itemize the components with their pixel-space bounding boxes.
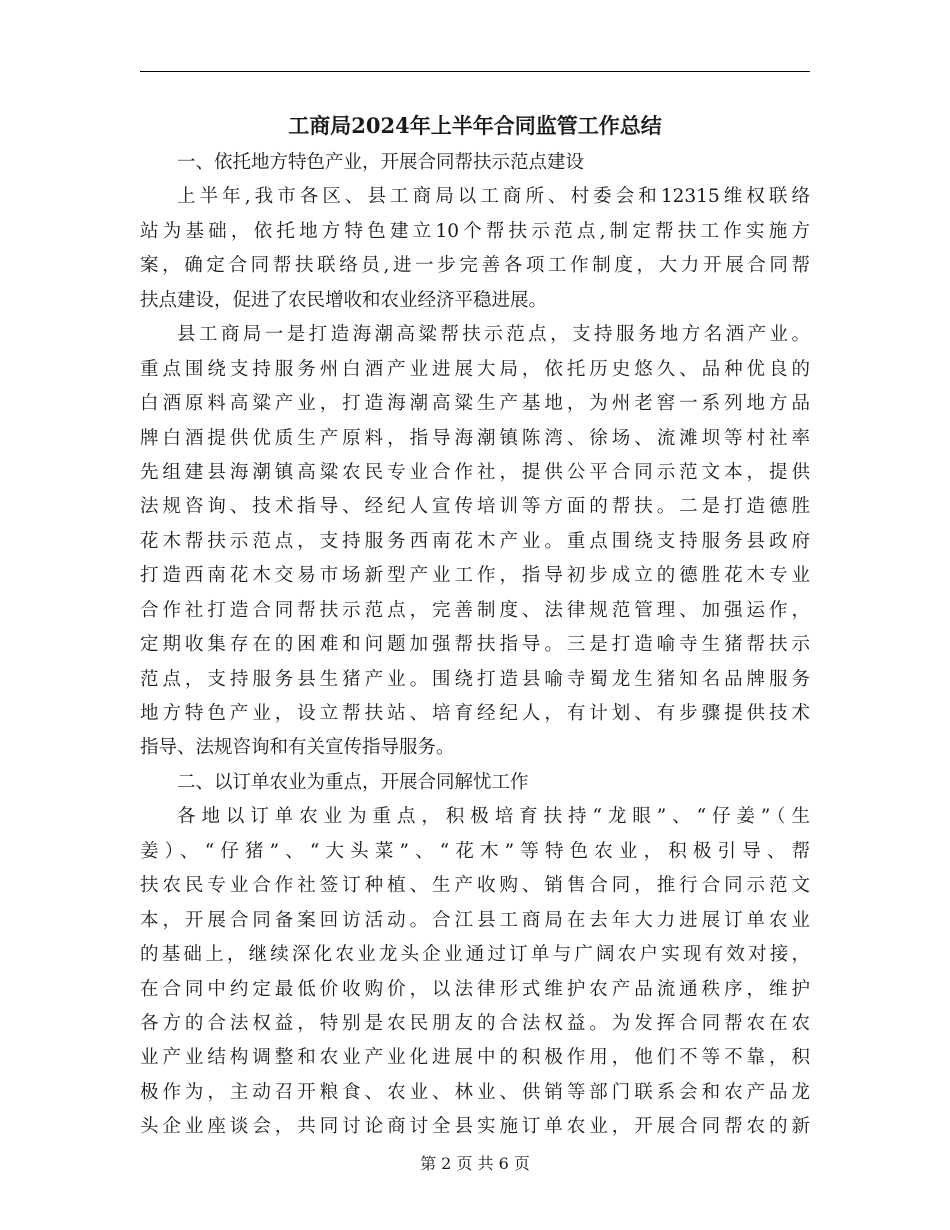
header-rule (140, 71, 810, 72)
document-title: 工商局2024年上半年合同监管工作总结 (288, 113, 662, 138)
document-body (140, 146, 810, 1145)
body-line: 先组建县海潮镇高粱农民专业合作社，提供公平合同示范文本，提供 (140, 461, 810, 483)
body-line: 案，确定合同帮扶联络员,进一步完善各项工作制度，大力开展合同帮 (140, 255, 810, 277)
body-line: 扶农民专业合作社签订种植、生产收购、销售合同，推行合同示范文 (140, 875, 810, 897)
body-line: 在合同中约定最低价收购价，以法律形式维护农产品流通秩序，维护 (140, 978, 810, 1000)
body-line: 上半年,我市各区、县工商局以工商所、村委会和12315维权联络 (177, 186, 810, 208)
body-line: 一、依托地方特色产业，开展合同帮扶示范点建设 (177, 152, 585, 173)
body-line: 地方特色产业，设立帮扶站、培育经纪人，有计划、有步骤提供技术 (140, 703, 810, 724)
body-line: 牌白酒提供优质生产原料，指导海潮镇陈湾、徐场、流滩坝等村社率 (140, 427, 810, 449)
body-line: 重点围绕支持服务州白酒产业进展大局，依托历史悠久、品种优良的 (140, 358, 810, 380)
body-line: 二、以订单农业为重点，开展合同解忧工作 (177, 771, 529, 793)
body-line: 法规咨询、技术指导、经纪人宣传培训等方面的帮扶。二是打造德胜 (140, 496, 810, 518)
body-line: 合作社打造合同帮扶示范点，完善制度、法律规范管理、加强运作， (140, 599, 810, 621)
page-number: 第 2 页 共 6 页 (420, 1154, 530, 1173)
body-line: 打造西南花木交易市场新型产业工作，指导初步成立的德胜花木专业 (140, 565, 810, 587)
body-line: 花木帮扶示范点，支持服务西南花木产业。重点围绕支持服务县政府 (140, 530, 810, 552)
body-line: 县工商局一是打造海潮高粱帮扶示范点，支持服务地方名酒产业。 (177, 324, 810, 346)
body-line: 头企业座谈会，共同讨论商讨全县实施订单农业，开展合同帮农的新 (140, 1116, 810, 1138)
body-line: 极作为，主动召开粮食、农业、林业、供销等部门联系会和农产品龙 (140, 1081, 810, 1103)
body-line: 各地以订单农业为重点，积极培育扶持“龙眼”、“仔姜”（生 (177, 806, 810, 828)
body-line: 范点，支持服务县生猪产业。围绕打造县喻寺蜀龙生猪知名品牌服务 (140, 668, 810, 690)
body-line: 扶点建设，促进了农民增收和农业经济平稳进展。 (140, 289, 548, 311)
body-line: 本，开展合同备案回访活动。合江县工商局在去年大力进展订单农业 (140, 909, 810, 931)
body-line: 姜）、“仔猪”、“大头菜”、“花木”等特色农业，积极引导、帮 (140, 840, 810, 862)
body-line: 白酒原料高粱产业，打造海潮高粱生产基地，为州老窖一系列地方品 (140, 393, 810, 415)
body-line: 定期收集存在的困难和问题加强帮扶指导。三是打造喻寺生猪帮扶示 (140, 634, 810, 656)
body-line: 业产业结构调整和农业产业化进展中的积极作用，他们不等不靠，积 (140, 1047, 810, 1069)
body-line: 的基础上，继续深化农业龙头企业通过订单与广阔农户实现有效对接， (140, 944, 810, 966)
body-line: 指导、法规咨询和有关宣传指导服务。 (140, 737, 455, 759)
body-line: 站为基础，依托地方特色建立10个帮扶示范点,制定帮扶工作实施方 (140, 220, 810, 242)
body-line: 各方的合法权益，特别是农民朋友的合法权益。为发挥合同帮农在农 (140, 1012, 810, 1034)
